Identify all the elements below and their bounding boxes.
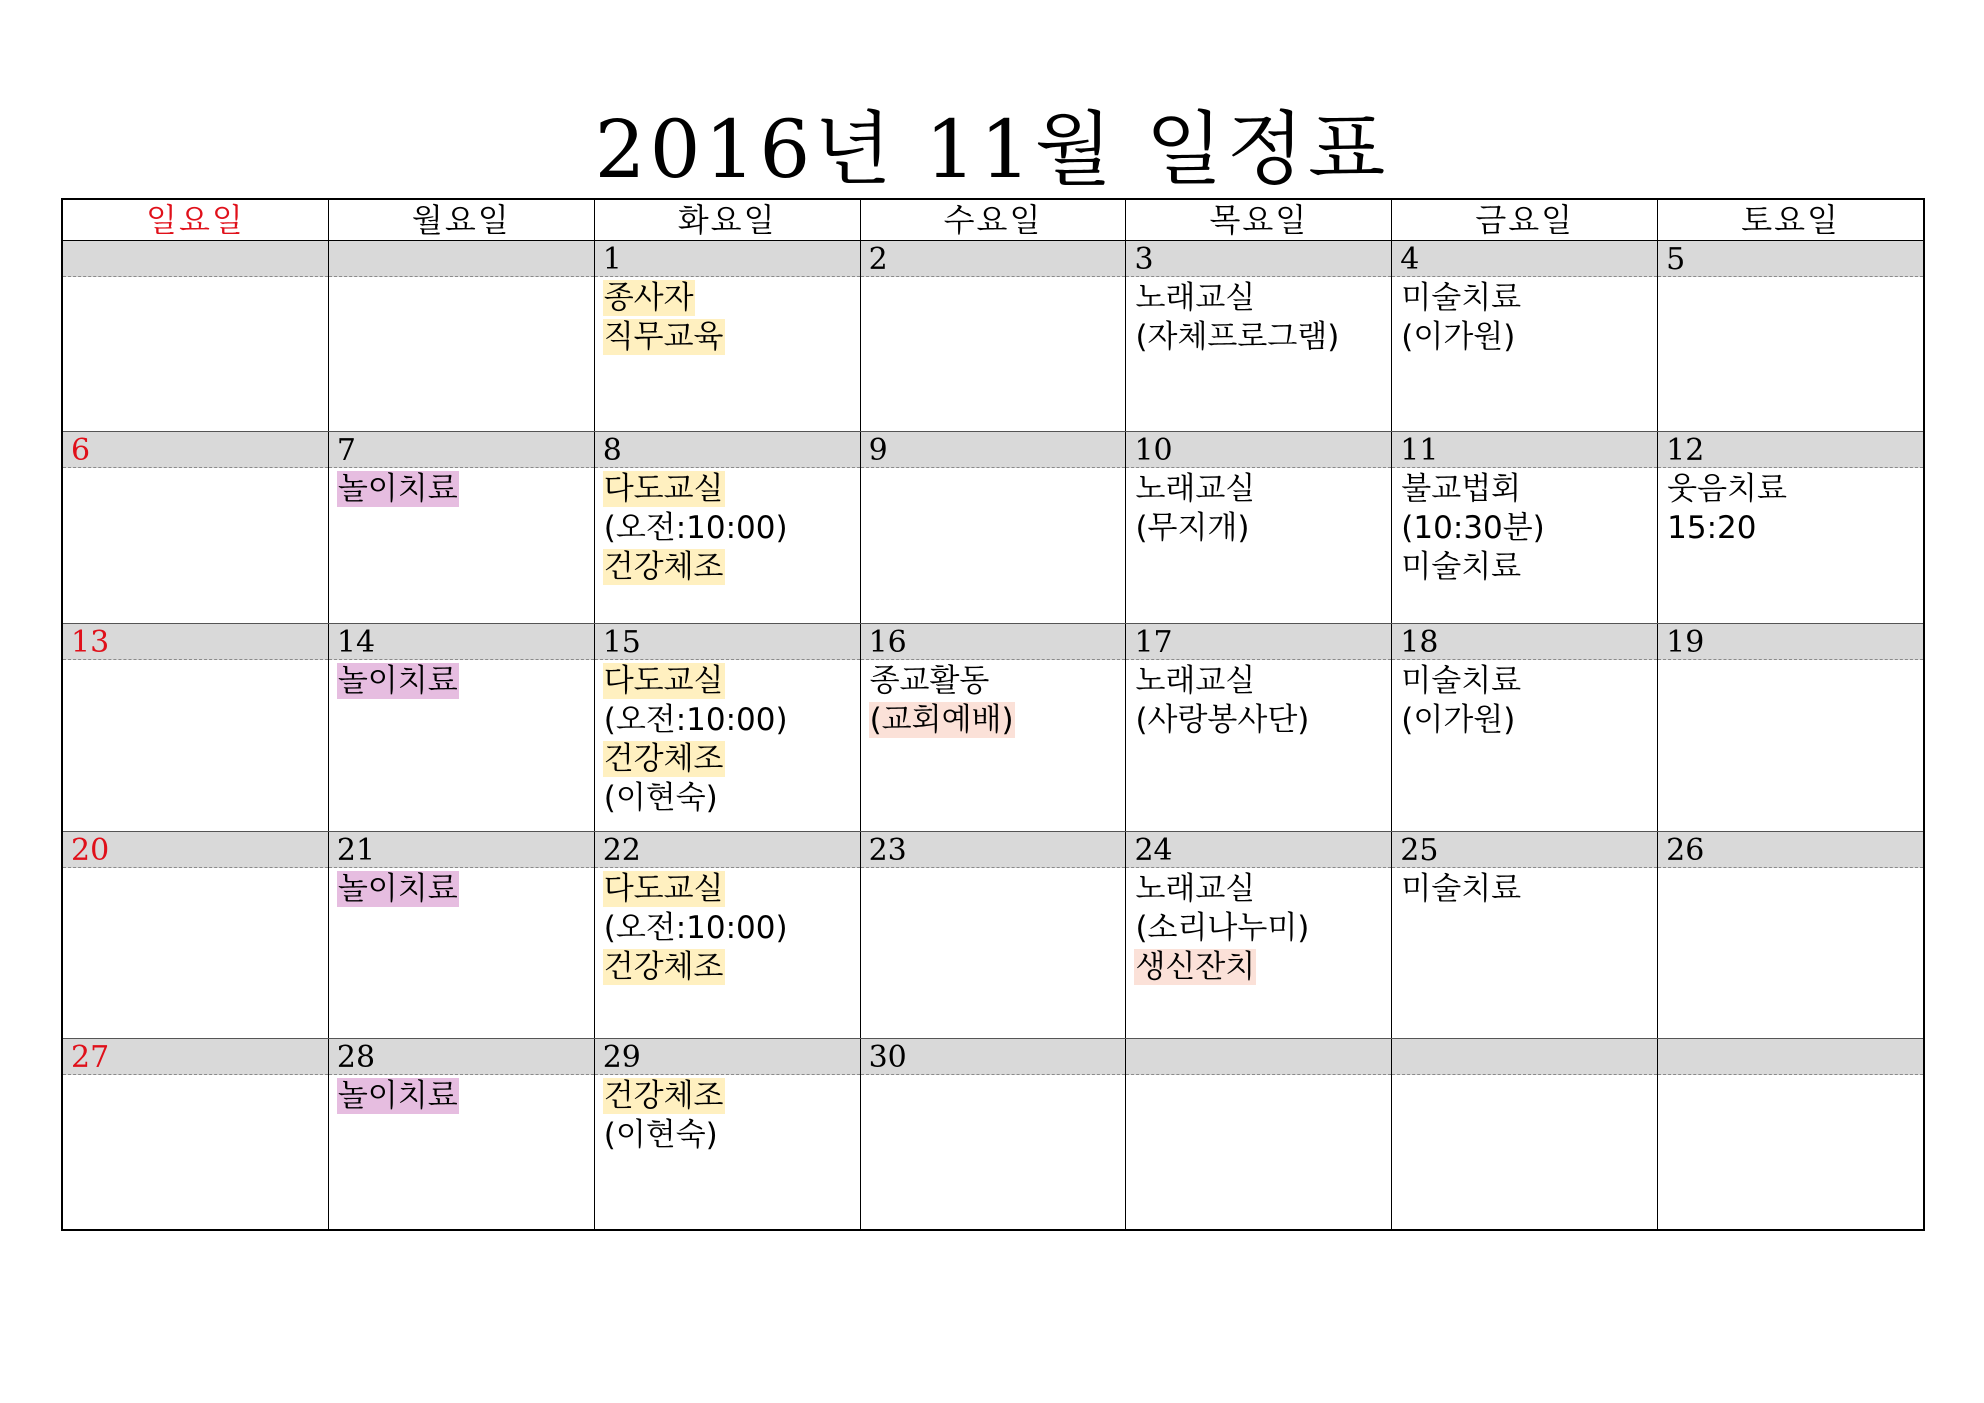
day-number: 2	[861, 241, 1126, 277]
event-line	[603, 1077, 852, 1116]
day-cell	[1126, 832, 1392, 1038]
day-cell	[63, 624, 329, 831]
event-line	[603, 870, 852, 909]
day-events	[595, 868, 860, 1038]
day-events	[1126, 277, 1391, 431]
day-cell	[861, 832, 1127, 1038]
day-number: 7	[329, 432, 594, 468]
day-events	[63, 468, 328, 623]
day-number: 1	[595, 241, 860, 277]
weekday-wednesday: 수요일	[861, 200, 1127, 240]
day-events	[1658, 868, 1923, 1038]
event-line	[603, 318, 852, 357]
day-cell	[1126, 624, 1392, 831]
day-number: 15	[595, 624, 860, 660]
day-events	[861, 868, 1126, 1038]
day-cell	[1392, 241, 1658, 431]
day-number: 4	[1392, 241, 1657, 277]
event-text: 건강체조	[603, 549, 724, 585]
event-line	[869, 662, 1118, 701]
day-events	[63, 277, 328, 431]
day-cell	[1126, 241, 1392, 431]
day-events	[595, 660, 860, 831]
day-events	[329, 277, 594, 431]
event-text: 15:20	[1667, 510, 1757, 546]
day-number: 27	[63, 1039, 328, 1075]
day-cell	[1392, 624, 1658, 831]
day-events	[1658, 468, 1923, 623]
event-text: (10:30분)	[1401, 510, 1545, 546]
day-number: 19	[1658, 624, 1923, 660]
event-line	[1134, 662, 1383, 701]
event-text: 웃음치료	[1667, 471, 1787, 507]
day-events	[861, 277, 1126, 431]
weekday-saturday: 토요일	[1741, 201, 1840, 239]
weeks-container	[63, 241, 1923, 1229]
event-line	[1134, 870, 1383, 909]
day-events	[1658, 277, 1923, 431]
event-text: 미술치료	[1401, 871, 1522, 907]
day-events	[1126, 868, 1391, 1038]
event-text: (오전:10:00)	[603, 910, 788, 946]
day-cell	[595, 832, 861, 1038]
calendar-table	[61, 198, 1925, 1231]
event-text: 건강체조	[603, 949, 724, 985]
day-events	[595, 468, 860, 623]
event-line	[337, 870, 586, 909]
day-number	[1126, 1039, 1391, 1075]
event-line	[1400, 548, 1649, 587]
day-number: 5	[1658, 241, 1923, 277]
day-events	[1658, 660, 1923, 831]
day-number: 16	[861, 624, 1126, 660]
day-cell	[63, 241, 329, 431]
event-text: 놀이치료	[337, 871, 458, 907]
day-cell	[329, 1039, 595, 1229]
event-text: (사랑봉사단)	[1135, 702, 1310, 738]
event-text: (이가원)	[1401, 319, 1516, 355]
event-line	[603, 662, 852, 701]
event-line	[1400, 870, 1649, 909]
week-row	[63, 832, 1923, 1039]
event-line	[869, 701, 1118, 740]
event-line	[603, 909, 852, 948]
event-text: (오전:10:00)	[603, 702, 788, 738]
day-cell	[329, 624, 595, 831]
day-events	[329, 468, 594, 623]
day-cell	[63, 832, 329, 1038]
day-number: 9	[861, 432, 1126, 468]
event-line	[1134, 909, 1383, 948]
event-text: (소리나누미)	[1135, 910, 1310, 946]
day-cell	[1658, 432, 1923, 623]
weekday-sunday: 일요일	[63, 200, 329, 240]
event-text: (자체프로그램)	[1135, 319, 1340, 355]
day-cell	[1658, 832, 1923, 1038]
day-events	[329, 868, 594, 1038]
event-line	[1134, 318, 1383, 357]
day-number: 21	[329, 832, 594, 868]
day-cell	[1658, 241, 1923, 431]
event-line	[1134, 948, 1383, 987]
event-text: 놀이치료	[337, 471, 458, 507]
week-row	[63, 1039, 1923, 1229]
day-cell	[1658, 624, 1923, 831]
day-number: 24	[1126, 832, 1391, 868]
day-cell	[63, 1039, 329, 1229]
day-cell	[1392, 832, 1658, 1038]
day-events	[1392, 468, 1657, 623]
event-text: 다도교실	[603, 871, 724, 907]
event-text: 노래교실	[1135, 871, 1256, 907]
day-cell	[861, 624, 1127, 831]
event-text: (교회예배)	[869, 702, 1014, 738]
day-number: 17	[1126, 624, 1391, 660]
day-cell	[63, 432, 329, 623]
day-cell	[595, 432, 861, 623]
day-number: 12	[1658, 432, 1923, 468]
day-number: 11	[1392, 432, 1657, 468]
day-number: 28	[329, 1039, 594, 1075]
day-number: 20	[63, 832, 328, 868]
event-line	[603, 470, 852, 509]
day-cell	[1392, 1039, 1658, 1229]
day-cell	[329, 241, 595, 431]
day-events	[1658, 1075, 1923, 1229]
event-text: (무지개)	[1135, 510, 1250, 546]
day-events	[63, 868, 328, 1038]
day-number	[329, 241, 594, 277]
event-text: 직무교육	[603, 319, 724, 355]
day-events	[329, 1075, 594, 1229]
event-text: 노래교실	[1135, 471, 1256, 507]
weekday-thursday: 목요일	[1126, 200, 1392, 240]
event-text: 놀이치료	[337, 1078, 458, 1114]
day-number: 10	[1126, 432, 1391, 468]
day-number: 29	[595, 1039, 860, 1075]
day-number: 14	[329, 624, 594, 660]
event-text: 종사자	[603, 280, 694, 316]
event-text: 생신잔치	[1135, 949, 1256, 985]
week-row	[63, 624, 1923, 832]
day-cell	[1126, 432, 1392, 623]
day-cell	[1126, 1039, 1392, 1229]
day-cell	[861, 1039, 1127, 1229]
event-text: 종교활동	[869, 663, 990, 699]
day-number: 30	[861, 1039, 1126, 1075]
event-line	[337, 470, 586, 509]
day-cell	[861, 432, 1127, 623]
day-cell	[1658, 1039, 1923, 1229]
event-text: 미술치료	[1401, 280, 1522, 316]
event-line	[1400, 279, 1649, 318]
event-line	[603, 948, 852, 987]
day-cell	[861, 241, 1127, 431]
day-events	[595, 1075, 860, 1229]
page-title: 2016년 11월 일정표	[594, 102, 1390, 196]
day-events	[63, 660, 328, 831]
day-events	[1126, 1075, 1391, 1229]
weekday-monday: 월요일	[329, 200, 595, 240]
day-number: 3	[1126, 241, 1391, 277]
day-events	[329, 660, 594, 831]
day-cell	[595, 624, 861, 831]
event-text: 다도교실	[603, 471, 724, 507]
day-number: 23	[861, 832, 1126, 868]
event-text: 다도교실	[603, 663, 724, 699]
event-text: (이현숙)	[603, 780, 718, 816]
event-line	[1666, 470, 1915, 509]
day-number	[1658, 1039, 1923, 1075]
event-line	[1400, 470, 1649, 509]
day-cell	[595, 1039, 861, 1229]
event-line	[1666, 509, 1915, 548]
week-row	[63, 241, 1923, 432]
event-line	[337, 662, 586, 701]
event-text: (이현숙)	[603, 1117, 718, 1153]
event-line	[1400, 509, 1649, 548]
day-number: 18	[1392, 624, 1657, 660]
event-text: 노래교실	[1135, 663, 1256, 699]
weekday-friday: 금요일	[1392, 200, 1658, 240]
day-number: 6	[63, 432, 328, 468]
event-line	[603, 1116, 852, 1155]
day-number: 8	[595, 432, 860, 468]
day-events	[861, 660, 1126, 831]
event-text: 건강체조	[603, 1078, 724, 1114]
day-events	[861, 1075, 1126, 1229]
event-line	[1400, 662, 1649, 701]
day-number: 26	[1658, 832, 1923, 868]
week-row	[63, 432, 1923, 624]
day-cell	[1392, 432, 1658, 623]
weekday-tuesday: 화요일	[595, 200, 861, 240]
event-line	[1400, 701, 1649, 740]
event-text: 건강체조	[603, 741, 724, 777]
event-line	[1134, 470, 1383, 509]
day-cell	[329, 432, 595, 623]
event-line	[603, 509, 852, 548]
day-events	[1392, 277, 1657, 431]
day-cell	[329, 832, 595, 1038]
day-events	[1392, 1075, 1657, 1229]
event-text: 노래교실	[1135, 280, 1256, 316]
weekday-header-row	[63, 200, 1923, 241]
event-text: (이가원)	[1401, 702, 1516, 738]
day-events	[1392, 660, 1657, 831]
event-line	[1134, 279, 1383, 318]
day-number: 25	[1392, 832, 1657, 868]
event-text: (오전:10:00)	[603, 510, 788, 546]
event-line	[1134, 701, 1383, 740]
event-line	[603, 701, 852, 740]
event-line	[1400, 318, 1649, 357]
event-text: 미술치료	[1401, 549, 1522, 585]
day-events	[595, 277, 860, 431]
day-number	[63, 241, 328, 277]
event-line	[603, 279, 852, 318]
event-line	[1134, 509, 1383, 548]
day-events	[1126, 660, 1391, 831]
day-cell	[595, 241, 861, 431]
event-line	[603, 548, 852, 587]
event-text: 미술치료	[1401, 663, 1522, 699]
event-line	[603, 779, 852, 818]
event-line	[337, 1077, 586, 1116]
event-text: 불교법회	[1401, 471, 1522, 507]
day-number: 13	[63, 624, 328, 660]
day-events	[1126, 468, 1391, 623]
event-text: 놀이치료	[337, 663, 458, 699]
day-events	[861, 468, 1126, 623]
day-events	[1392, 868, 1657, 1038]
day-number	[1392, 1039, 1657, 1075]
event-line	[603, 740, 852, 779]
day-events	[63, 1075, 328, 1229]
day-number: 22	[595, 832, 860, 868]
